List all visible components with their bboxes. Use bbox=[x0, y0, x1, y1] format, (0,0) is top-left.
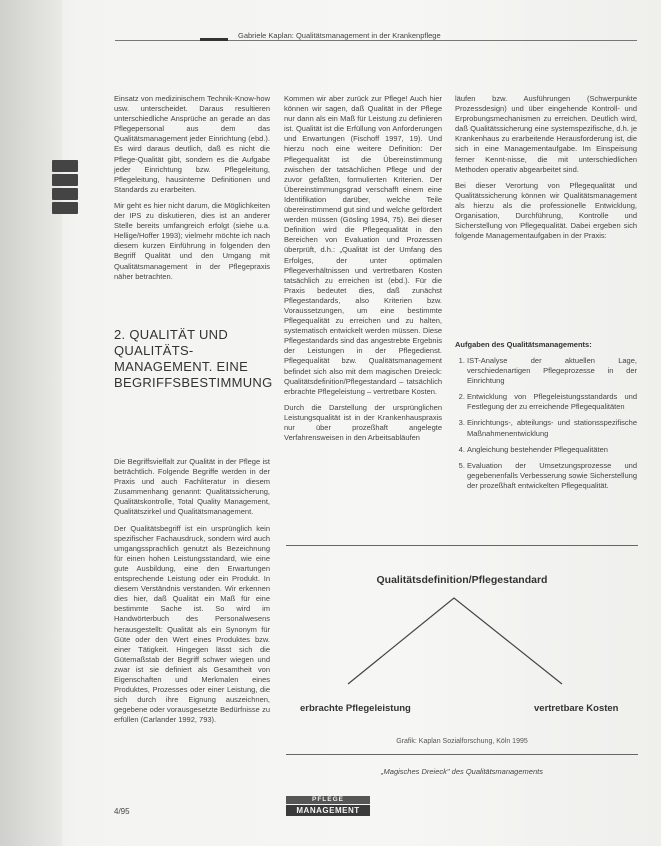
figure-bottom-rule bbox=[286, 754, 638, 755]
column-1-bottom bbox=[114, 457, 270, 731]
chapter-tab-markers bbox=[52, 160, 82, 216]
paragraph: Kommen wir aber zurück zur Pflege! Auch hier können wir sagen, daß Qualität in der Pflege nur dann als ein Maß für Leistung zu definieren ist. Qualität ist die Erfüllung von Anforderungen und Erwartungen (Fischoff 1997, 19). Und hierzu noch eine weitere Definition: Der Pflegequalität ist die Übereinstimmung zwischen der tatsächlichen Pflege und der zuvor gefaßten, formulierten Kriterien. Der Übereinstimmungsgrad verschafft einem eine Identifikation darüber, welche Teile übereinstimmend gut sind und welche gefördert werden müssen (Gösling 1994, 75). Bei dieser Definition wird die Pflegequalität in den Bereichen von Evaluation und Prozessen überprüft, d.h.: „Qualität ist der Umfang des Erfolges, der unter optimalen Pflegeverhältnissen und vertretbaren Kosten tatsächlich zu erreichen ist (ebd.). Für die Praxis bedeutet dies, daß zunächst Pflegestandards, also Kriterien bzw. Voraussetzungen, um eine bestimmte Pflegequalität zu erreichen und zu halten, systematisch entwickelt werden müssen. Diese Pflegestandards sind das angestrebte Ergebnis der Leistungen in der Pflegedienst. Pflegequalität bzw. Qualitätsmanagement befindet sich also mit dem magischen Dreieck: Qualitätsdefinition/Pflegestandard – tatsächlich erbrachte Pflegeleistung – vertretbare Kosten. bbox=[284, 94, 443, 396]
paragraph: Durch die Darstellung der ursprünglichen Leistungsqualität ist in der Krankenhauspraxis nur über prozeßhaft angelegte Verfahrensweisen in den Arbeitsabläufen bbox=[284, 402, 442, 443]
column-2 bbox=[284, 94, 442, 449]
list-item: 5. Evaluation der Umsetzungsprozesse und gegebenenfalls Verbesserung sowie Sicherstellung der prozeßhaft entwickelten Pflegequalität. bbox=[467, 461, 637, 491]
running-head: Gabriele Kaplan: Qualitätsmanagement in der Krankenpflege bbox=[238, 31, 441, 40]
paragraph: Einsatz von medizinischem Technik-Know-how usw. unterscheidet. Daraus resultieren unterschiedliche Ansprüche an gerade an das Pflegepersonal aus dem das Qualitätsmanagement jeder Einrichtung (ebd.). Es wird daraus deutlich, daß es nicht die Pflege-Qualität gibt, sondern es die Aufgabe jeder Einrichtung bzw. Pflegeleitung, Pflegeleitung, hausinterne Definitionen und Standards zu erarbeiten. bbox=[114, 94, 270, 194]
list-item: 1. IST-Analyse der aktuellen Lage, verschiedenartigen Pflegeprozesse in der Einrichtung bbox=[467, 356, 637, 386]
section-heading: 2. QUALITÄT UND QUALITÄTS-MANAGEMENT. EINE BEGRIFFSBESTIMMUNG bbox=[114, 327, 273, 390]
header-accent-bar bbox=[200, 38, 228, 41]
task-list bbox=[455, 356, 637, 491]
paragraph: Bei dieser Verortung von Pflegequalität und Qualitätssicherung können wir Qualitätsmanagement als hierzu als die professionelle Entwicklung, Organisation, Durchführung, Kontrolle und Sicherstellung von Pflegequalität. Dabei ergeben sich folgende Managementaufgaben in der Praxis: bbox=[455, 180, 637, 241]
list-item: 4. Angleichung bestehender Pflegequalitäten bbox=[467, 445, 637, 455]
column-1-top bbox=[114, 94, 270, 288]
header-rule bbox=[115, 40, 637, 41]
paragraph: läufen bzw. Ausführungen (Schwerpunkte Prozessdesign) und über eingehende Kontroll- und Erprobungsmechanismen zu erreichen. Deutlich wird, daß Qualitätssicherung eine systemspezifische, d.h. je Krankenhaus zu erarbeitende Herausforderung ist, die sich in eine Managementaufgabe. Im Einspeisung ferner Kennt-nisse, die mit unterschiedlichen Methoden operativ abgearbeitet sind. bbox=[455, 94, 637, 174]
figure-label-left: erbrachte Pflegeleistung bbox=[300, 703, 411, 714]
logo-bottom-text: MANAGEMENT bbox=[286, 805, 370, 816]
list-item: 3. Einrichtungs-, abteilungs- und stationsspezifische Maßnahmenentwicklung bbox=[467, 418, 637, 438]
figure-caption: „Magisches Dreieck" des Qualitätsmanagements bbox=[381, 767, 543, 776]
paragraph: Der Qualitätsbegriff ist ein ursprünglich kein spezifischer Fachausdruck, sondern wird auch umgangssprachlich genutzt als Bezeichnung für einen hohen Leistungsstandard, wie eine gute Ausbildung, eine den Erwartungen entsprechende Leistung oder ein Produkt. In diesem Verständnis verstanden. Wir erkennen dies hier, daß Qualität ein Maß für eine bestimmte Sache ist. So wird im Handwörterbuch des Personalwesens herausgestellt: Qualität als ein Synonym für Güte oder den Wert eines Produktes bzw. einer Tätigkeit. Hingegen lässt sich die Gütemaßstab der Begriff schwer wiegen und zwar ist sie definiert als Gesamtheit von Eigenschaften und Merkmalen eines Produktes, Prozesses oder einer Leistung, die sich durch ihre Eignung auszeichnen, gegebene oder vorausgesetzte Bedürfnisse zu erfüllen (Carlander 1992, 793). bbox=[114, 523, 270, 725]
triangle-sides bbox=[348, 598, 562, 684]
column-3-top bbox=[455, 94, 637, 247]
page-binding-shadow bbox=[0, 0, 62, 846]
magazine-logo bbox=[286, 796, 370, 818]
list-item: 2. Entwicklung von Pflegeleistungsstandards und Festlegung der zu erreichende Pflegequalitäten bbox=[467, 392, 637, 412]
figure-label-right: vertretbare Kosten bbox=[534, 703, 619, 714]
logo-top-text: PFLEGE bbox=[286, 796, 370, 804]
figure-source: Grafik: Kaplan Sozialforschung, Köln 1995 bbox=[396, 738, 528, 745]
paragraph: Die Begriffsvielfalt zur Qualität in der Pflege ist beträchtlich. Folgende Begriffe werden in der Praxis und auch Fachliteratur in diesem Zusammenhang genannt: Qualitätssicherung, Qualitätskontrolle, Total Quality Management, Qualitätszirkel und Qualitätsmanagement. bbox=[114, 457, 270, 517]
page-number: 4/95 bbox=[114, 807, 130, 816]
box-heading: Aufgaben des Qualitätsmanagements: bbox=[455, 340, 592, 349]
column-3-box bbox=[455, 340, 637, 497]
paragraph: Mir geht es hier nicht darum, die Möglichkeiten der IPS zu diskutieren, dies ist an anderer Stelle bereits umfangreich erfolgt (siehe u.a. Hellige/Hoffer 1993); vielmehr möchte ich nach diesem kurzen Einführung in folgenden den Begriff Qualität und den Umgang mit Qualitätsmanagement in der Pflegepraxis näher betrachten. bbox=[114, 200, 270, 281]
magic-triangle-diagram bbox=[330, 592, 580, 692]
figure-title: Qualitätsdefinition/Pflegestandard bbox=[376, 574, 548, 586]
figure-top-rule bbox=[286, 545, 638, 546]
